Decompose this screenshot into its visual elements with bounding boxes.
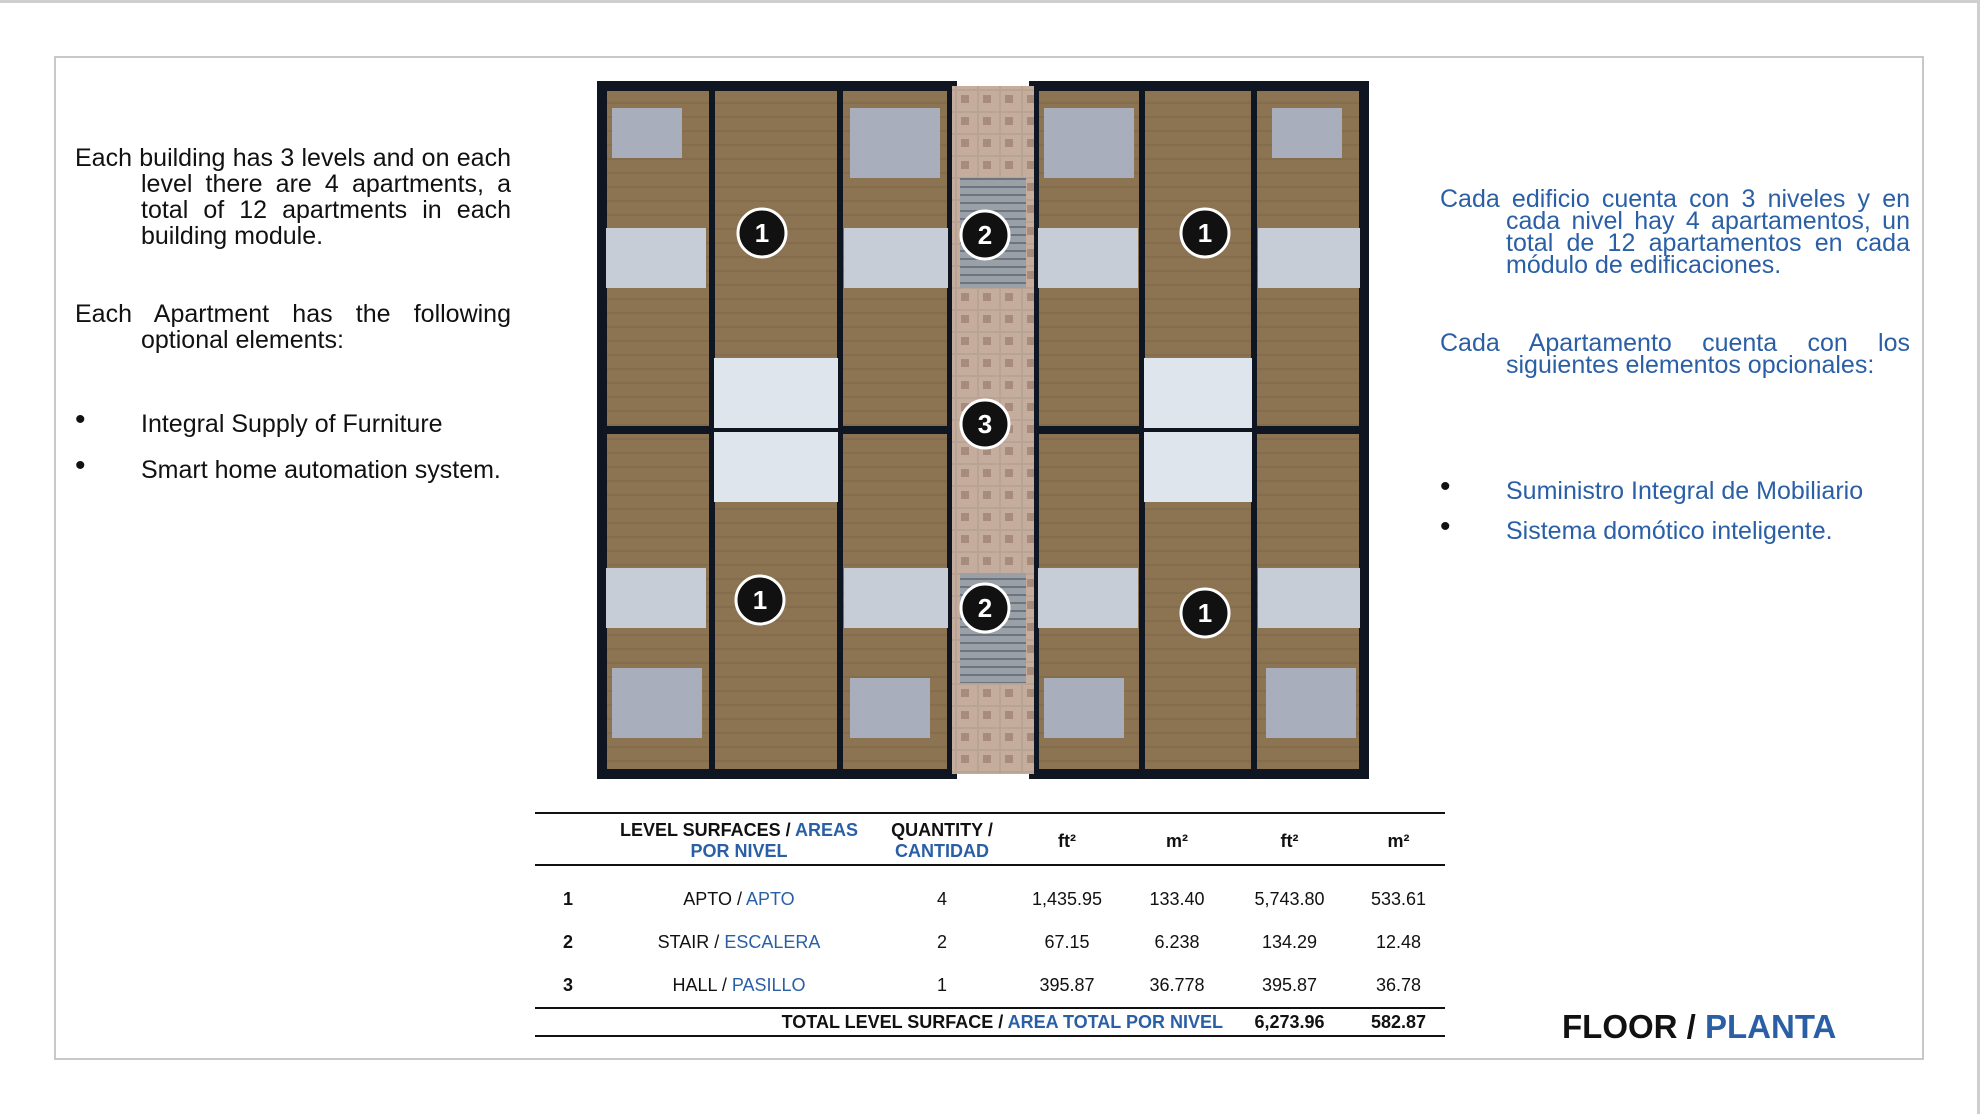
header-m2: m²	[1166, 830, 1188, 851]
right-building	[1034, 86, 1364, 774]
table-row: 3 HALL / PASILLO 1 395.87 36.778 395.87 36.78	[563, 975, 1422, 995]
spanish-description	[1440, 185, 1910, 560]
english-paragraph-2: Each Apartment has the following optional elements:	[75, 300, 511, 354]
svg-text:1: 1	[752, 585, 768, 615]
page-title: FLOOR / PLANTA	[1562, 1008, 1837, 1045]
header-ft2: ft²	[1058, 830, 1076, 851]
header-quantity: QUANTITY / CANTIDAD	[891, 820, 993, 861]
english-description	[75, 145, 511, 503]
list-item	[75, 403, 511, 438]
table-row: 2 STAIR / ESCALERA 2 67.15 6.238 134.29 12.48	[563, 932, 1422, 952]
english-paragraph-1: Each building has 3 levels and on each level there are 4 apartments, a total of 12 apartments in each building module.	[75, 144, 511, 250]
bullet-icon: •	[75, 403, 86, 436]
level-surfaces-table	[535, 812, 1445, 1037]
svg-text:1: 1	[754, 218, 770, 248]
list-item	[1440, 510, 1910, 545]
header-level-surfaces: LEVEL SURFACES / AREAS POR NIVEL	[619, 820, 859, 861]
bullet-icon: •	[1440, 510, 1451, 543]
spanish-bullet-list	[1440, 470, 1910, 545]
list-item	[75, 449, 511, 484]
bullet-icon: •	[75, 449, 86, 482]
header-number	[535, 813, 601, 865]
spanish-paragraph-1: Cada edificio cuenta con 3 niveles y en cada nivel hay 4 apartamentos, un total de 12 apartamentos en cada módulo de edificaciones.	[1440, 185, 1910, 279]
plan-marker	[738, 209, 786, 257]
svg-text:2: 2	[977, 593, 993, 623]
plan-marker	[736, 576, 784, 624]
svg-text:1: 1	[1197, 218, 1213, 248]
header-m2-total: m²	[1387, 830, 1410, 851]
bullet-text: Suministro Integral de Mobiliario	[1506, 477, 1864, 505]
plan-marker	[961, 400, 1009, 448]
bullet-text: Integral Supply of Furniture	[141, 410, 443, 438]
plan-marker	[1181, 209, 1229, 257]
header-ft2-total: ft²	[1280, 830, 1299, 851]
plan-marker	[961, 211, 1009, 259]
plan-marker	[1181, 589, 1229, 637]
table-total-row: TOTAL LEVEL SURFACE / AREA TOTAL POR NIVEL 6,273.96 582.87	[535, 1008, 1445, 1036]
top-border-line	[0, 0, 1980, 3]
list-item	[1440, 470, 1910, 505]
bullet-text: Smart home automation system.	[141, 456, 501, 484]
bullet-text: Sistema domótico inteligente.	[1506, 517, 1833, 545]
english-bullet-list	[75, 403, 511, 484]
plan-marker	[961, 584, 1009, 632]
svg-text:1: 1	[1197, 598, 1213, 628]
svg-text:3: 3	[977, 409, 993, 439]
table-header-row	[535, 813, 1445, 865]
left-building	[602, 86, 952, 774]
bullet-icon: •	[1440, 470, 1451, 503]
spanish-paragraph-2: Cada Apartamento cuenta con los siguientes elementos opcionales:	[1440, 329, 1910, 379]
table-row: 1 APTO / APTO 4 1,435.95 133.40 5,743.80 533.61	[563, 889, 1427, 909]
svg-text:2: 2	[977, 220, 993, 250]
floor-plan-image	[582, 68, 1382, 788]
